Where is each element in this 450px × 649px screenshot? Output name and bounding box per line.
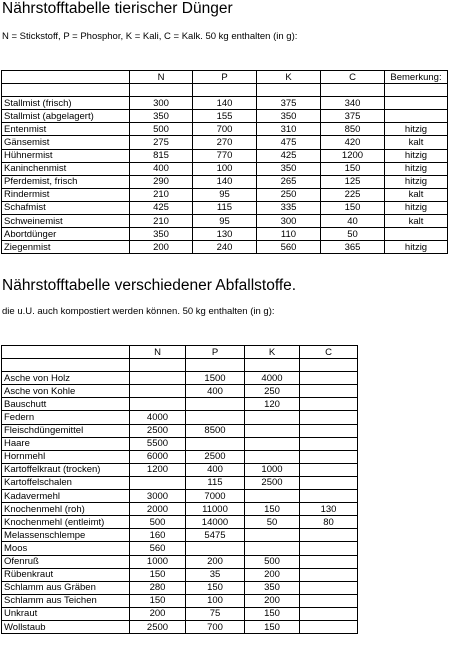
blank-cell <box>300 359 358 372</box>
table-row <box>2 411 358 424</box>
table-cell: hitzig <box>385 149 448 162</box>
table-row <box>2 385 358 398</box>
row-label: Entenmist <box>2 123 130 136</box>
table-cell: 200 <box>245 568 300 581</box>
table-cell: 365 <box>321 241 385 254</box>
table-cell: 8500 <box>186 424 245 437</box>
table-cell: 375 <box>257 97 321 110</box>
column-header: K <box>257 71 321 84</box>
table-cell: 150 <box>245 620 300 633</box>
table-cell: 300 <box>130 97 193 110</box>
table-cell: 5475 <box>186 529 245 542</box>
table-row <box>2 594 358 607</box>
column-header: K <box>245 346 300 359</box>
row-label: Wollstaub <box>2 620 130 633</box>
table-row <box>2 424 358 437</box>
column-header: C <box>300 346 358 359</box>
row-label: Fleischdüngemittel <box>2 424 130 437</box>
table-cell <box>130 398 186 411</box>
table-row <box>2 372 358 385</box>
table-cell <box>245 437 300 450</box>
column-header <box>2 346 130 359</box>
blank-cell <box>321 84 385 97</box>
blank-cell <box>2 359 130 372</box>
blank-cell <box>130 359 186 372</box>
waste-materials-table <box>1 345 358 634</box>
table-cell: 2000 <box>130 503 186 516</box>
table-row <box>2 607 358 620</box>
table-cell: kalt <box>385 136 448 149</box>
table-cell <box>300 372 358 385</box>
table-cell <box>245 490 300 503</box>
table-cell: 6000 <box>130 450 186 463</box>
table-cell: 100 <box>193 162 257 175</box>
table-cell: 5500 <box>130 437 186 450</box>
row-label: Asche von Holz <box>2 372 130 385</box>
row-label: Schweinemist <box>2 215 130 228</box>
table-cell: hitzig <box>385 241 448 254</box>
table-cell: 150 <box>130 594 186 607</box>
legend-note-animal: N = Stickstoff, P = Phosphor, K = Kali, C = Kalk. 50 kg enthalten (in g): <box>2 31 298 42</box>
row-label: Asche von Kohle <box>2 385 130 398</box>
table-cell <box>300 542 358 555</box>
row-label: Kartoffelschalen <box>2 476 130 489</box>
table-cell: 275 <box>130 136 193 149</box>
table-cell: 240 <box>193 241 257 254</box>
table-cell: 4000 <box>245 372 300 385</box>
row-label: Knochenmehl (roh) <box>2 503 130 516</box>
table-cell: 250 <box>257 188 321 201</box>
row-label: Unkraut <box>2 607 130 620</box>
table-cell: 3000 <box>130 490 186 503</box>
table-cell: 500 <box>130 516 186 529</box>
table-cell <box>385 97 448 110</box>
table-cell: 225 <box>321 188 385 201</box>
row-label: Kaninchenmist <box>2 162 130 175</box>
table-cell: 770 <box>193 149 257 162</box>
row-label: Pferdemist, frisch <box>2 175 130 188</box>
table-row <box>2 215 448 228</box>
table-cell <box>300 594 358 607</box>
blank-row <box>2 84 448 97</box>
table-cell: 2500 <box>130 620 186 633</box>
table-cell <box>300 555 358 568</box>
table-row <box>2 503 358 516</box>
table-cell <box>186 411 245 424</box>
table-cell <box>245 424 300 437</box>
table-cell: 500 <box>245 555 300 568</box>
table-cell <box>300 581 358 594</box>
column-header <box>2 71 130 84</box>
table-cell: 350 <box>130 110 193 123</box>
table-cell: 560 <box>257 241 321 254</box>
table-cell <box>130 385 186 398</box>
row-label: Kartoffelkraut (trocken) <box>2 463 130 476</box>
column-header: P <box>193 71 257 84</box>
column-header: C <box>321 71 385 84</box>
table-cell <box>300 490 358 503</box>
table-row <box>2 620 358 633</box>
table-cell: 140 <box>193 97 257 110</box>
table-cell: 130 <box>193 228 257 241</box>
table-cell: 4000 <box>130 411 186 424</box>
column-header: Bemerkung: <box>385 71 448 84</box>
table-cell <box>245 450 300 463</box>
table-cell <box>186 437 245 450</box>
row-label: Moos <box>2 542 130 555</box>
table-row <box>2 516 358 529</box>
table-cell: 1000 <box>130 555 186 568</box>
table-cell <box>245 529 300 542</box>
table-row <box>2 529 358 542</box>
table-row <box>2 110 448 123</box>
table-cell <box>245 411 300 424</box>
table-cell: 14000 <box>186 516 245 529</box>
blank-cell <box>2 84 130 97</box>
table-cell: 110 <box>257 228 321 241</box>
table-header-row <box>2 71 448 84</box>
row-label: Melassenschlempe <box>2 529 130 542</box>
table-cell: 425 <box>257 149 321 162</box>
table-row <box>2 476 358 489</box>
table-cell: 350 <box>257 162 321 175</box>
table-cell: 400 <box>186 463 245 476</box>
row-label: Rübenkraut <box>2 568 130 581</box>
table-row <box>2 188 448 201</box>
table-cell: 150 <box>130 568 186 581</box>
table-cell <box>300 398 358 411</box>
page-title-animal-fertilizer: Nährstofftabelle tierischer Dünger <box>2 0 233 17</box>
table-row <box>2 463 358 476</box>
table-cell: 11000 <box>186 503 245 516</box>
table-cell <box>300 437 358 450</box>
table-cell <box>130 372 186 385</box>
table-cell: 310 <box>257 123 321 136</box>
table-cell: 350 <box>130 228 193 241</box>
table-cell <box>300 450 358 463</box>
table-cell: 2500 <box>130 424 186 437</box>
table-cell: 125 <box>321 175 385 188</box>
table-cell <box>385 228 448 241</box>
table-row <box>2 149 448 162</box>
row-label: Hornmehl <box>2 450 130 463</box>
table-cell <box>300 463 358 476</box>
row-label: Kadavermehl <box>2 490 130 503</box>
table-cell: 850 <box>321 123 385 136</box>
table-cell: 50 <box>245 516 300 529</box>
row-label: Stallmist (abgelagert) <box>2 110 130 123</box>
table-cell: 700 <box>193 123 257 136</box>
table-cell <box>300 411 358 424</box>
column-header: P <box>186 346 245 359</box>
row-label: Schlamm aus Gräben <box>2 581 130 594</box>
row-label: Ofenruß <box>2 555 130 568</box>
table-row <box>2 136 448 149</box>
table-cell: 815 <box>130 149 193 162</box>
table-cell: 95 <box>193 188 257 201</box>
table-row <box>2 490 358 503</box>
row-label: Hühnermist <box>2 149 130 162</box>
table-header-row <box>2 346 358 359</box>
table-cell: 120 <box>245 398 300 411</box>
column-header: N <box>130 346 186 359</box>
table-cell <box>186 398 245 411</box>
table-cell: 425 <box>130 201 193 214</box>
table-cell: 340 <box>321 97 385 110</box>
table-row <box>2 162 448 175</box>
table-cell: hitzig <box>385 123 448 136</box>
table-cell <box>300 607 358 620</box>
table-cell: 2500 <box>186 450 245 463</box>
table-cell <box>245 542 300 555</box>
table-cell: 210 <box>130 215 193 228</box>
table-cell: hitzig <box>385 162 448 175</box>
table-cell: 1500 <box>186 372 245 385</box>
table-cell: 150 <box>321 201 385 214</box>
table-cell <box>300 529 358 542</box>
table-cell <box>300 424 358 437</box>
table-cell: 115 <box>186 476 245 489</box>
row-label: Ziegenmist <box>2 241 130 254</box>
row-label: Rindermist <box>2 188 130 201</box>
table-row <box>2 450 358 463</box>
table-row <box>2 201 448 214</box>
table-cell: 150 <box>186 581 245 594</box>
table-cell: 200 <box>186 555 245 568</box>
table-row <box>2 398 358 411</box>
table-cell: 1200 <box>130 463 186 476</box>
table-cell: 335 <box>257 201 321 214</box>
table-row <box>2 97 448 110</box>
table-cell: 560 <box>130 542 186 555</box>
table-cell: 350 <box>245 581 300 594</box>
page-title-waste-materials: Nährstofftabelle verschiedener Abfallstoffe. <box>2 277 297 294</box>
table-cell: 300 <box>257 215 321 228</box>
blank-cell <box>245 359 300 372</box>
table-cell: 75 <box>186 607 245 620</box>
table-cell <box>300 568 358 581</box>
table-cell: 40 <box>321 215 385 228</box>
table-cell: 50 <box>321 228 385 241</box>
blank-cell <box>257 84 321 97</box>
row-label: Knochenmehl (entleimt) <box>2 516 130 529</box>
table-row <box>2 568 358 581</box>
table-cell <box>130 476 186 489</box>
table-cell: 80 <box>300 516 358 529</box>
table-cell: 375 <box>321 110 385 123</box>
animal-fertilizer-table <box>1 70 448 254</box>
table-cell: 700 <box>186 620 245 633</box>
table-cell: 270 <box>193 136 257 149</box>
table-cell: 150 <box>321 162 385 175</box>
table-cell: 150 <box>245 503 300 516</box>
table-row <box>2 123 448 136</box>
table-cell: 200 <box>130 241 193 254</box>
row-label: Federn <box>2 411 130 424</box>
table-cell: 1200 <box>321 149 385 162</box>
table-cell: hitzig <box>385 175 448 188</box>
table-cell <box>186 542 245 555</box>
table-cell: 95 <box>193 215 257 228</box>
table-cell: 1000 <box>245 463 300 476</box>
table-cell <box>300 476 358 489</box>
blank-cell <box>385 84 448 97</box>
table-cell: 280 <box>130 581 186 594</box>
table-cell: 35 <box>186 568 245 581</box>
blank-cell <box>130 84 193 97</box>
table-row <box>2 241 448 254</box>
table-cell <box>300 385 358 398</box>
table-cell: 7000 <box>186 490 245 503</box>
table-row <box>2 228 448 241</box>
row-label: Haare <box>2 437 130 450</box>
table-cell: 200 <box>245 594 300 607</box>
table-cell: 210 <box>130 188 193 201</box>
table-cell: 100 <box>186 594 245 607</box>
table-cell: 290 <box>130 175 193 188</box>
blank-row <box>2 359 358 372</box>
row-label: Abortdünger <box>2 228 130 241</box>
table-cell: 500 <box>130 123 193 136</box>
row-label: Schlamm aus Teichen <box>2 594 130 607</box>
table-cell: 400 <box>186 385 245 398</box>
row-label: Schafmist <box>2 201 130 214</box>
column-header: N <box>130 71 193 84</box>
table-cell: 420 <box>321 136 385 149</box>
table-cell: 250 <box>245 385 300 398</box>
table-cell: 130 <box>300 503 358 516</box>
table-cell: kalt <box>385 215 448 228</box>
table-cell <box>300 620 358 633</box>
table-cell: 115 <box>193 201 257 214</box>
table-cell: 475 <box>257 136 321 149</box>
table-row <box>2 555 358 568</box>
table-row <box>2 437 358 450</box>
table-cell: 200 <box>130 607 186 620</box>
row-label: Stallmist (frisch) <box>2 97 130 110</box>
blank-cell <box>186 359 245 372</box>
table-cell: kalt <box>385 188 448 201</box>
table-cell <box>385 110 448 123</box>
row-label: Gänsemist <box>2 136 130 149</box>
table-row <box>2 581 358 594</box>
table-cell: 265 <box>257 175 321 188</box>
table-cell: 2500 <box>245 476 300 489</box>
table-cell: 160 <box>130 529 186 542</box>
table-cell: hitzig <box>385 201 448 214</box>
blank-cell <box>193 84 257 97</box>
table-cell: 155 <box>193 110 257 123</box>
table-cell: 150 <box>245 607 300 620</box>
table-cell: 400 <box>130 162 193 175</box>
legend-note-waste: die u.U. auch kompostiert werden können. 50 kg enthalten (in g): <box>2 306 275 317</box>
table-cell: 140 <box>193 175 257 188</box>
table-row <box>2 542 358 555</box>
row-label: Bauschutt <box>2 398 130 411</box>
table-cell: 350 <box>257 110 321 123</box>
table-row <box>2 175 448 188</box>
